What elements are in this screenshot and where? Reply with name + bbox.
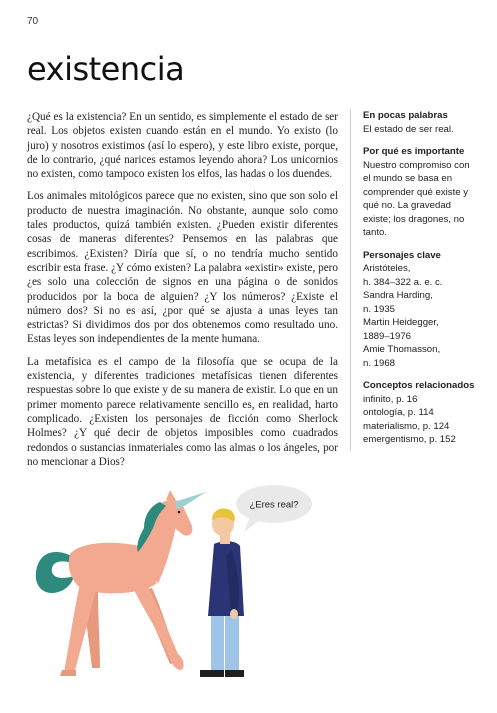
related-concept-line: emergentismo, p. 152 [363,434,456,445]
related-concept-line: ontología, p. 114 [363,407,434,418]
importance-text: Nuestro compromiso con el mundo se basa en comprender qué existe y qué no. La gravedad existe; los dragones, no tanto. [363,159,470,238]
summary-heading: En pocas palabras [363,110,448,121]
related-concepts-section [363,379,475,447]
main-text [27,110,338,477]
paragraph: Los animales mitológicos parece que no existen, sino que son solo el producto de nuestra imaginación. No obstante, aunque solo como tales productos, quizá también existen. ¿Pueden existir diferentes cosas de maneras diferentes? Pensemos en las palabras que escribimos. ¿Existen? Diría que sí, o no tendría mucho sentido escribir esta frase. ¿Y cómo existen? La palabra «existir» existe, pero ¿es solo una colección de signos en una página o de sonidos producidos por la boca de alguien? ¿Y los números? ¿Existe el número dos? Si no es así, ¿por qué se ajusta a unas leyes tan estrictas? Si dividimos dos por dos obtenemos como resultado uno. Estas leyes son independientes de la mente humana. [27,190,338,346]
key-person-line: 1889–1976 [363,330,412,342]
importance-heading: Por qué es importante [363,146,465,157]
speech-bubble [236,485,312,532]
key-person-line: Amie Thomasson, [363,344,441,355]
key-person-line: Sandra Harding, [363,290,433,301]
man-figure [200,508,244,677]
key-people-section [363,249,475,371]
key-person-line: n. 1968 [363,357,396,369]
key-people-heading: Personajes clave [363,249,441,261]
unicorn-illustration [0,480,497,710]
importance-section [363,145,475,240]
key-person-line: h. 384–322 a. e. c. [363,276,443,288]
speech-bubble-text: ¿Eres real? [249,499,299,511]
summary-section [363,109,475,136]
related-concept-line: materialismo, p. 124 [363,420,450,432]
paragraph: La metafísica es el campo de la filosofía que se ocupa de la existencia, y diferentes tradiciones metafísicas tienen diferentes respuestas sobre lo que existe y de su manera de existir. Lo que en un primer momento parece relativamente sencillo es, en realidad, harto complicado. ¿Existen los personajes de ficción como Sherlock Holmes? ¿Y qué decir de objetos imposibles como cuadrados redondos o sustancias inmateriales como las almas o los ángeles, por no mencionar a Dios? [27,355,338,468]
unicorn-figure [36,490,206,676]
summary-text: El estado de ser real. [363,123,454,135]
page-title: existencia [27,50,185,88]
page-number: 70 [27,16,39,27]
related-concepts-heading: Conceptos relacionados [363,380,475,391]
related-concept-line: infinito, p. 16 [363,393,418,405]
paragraph: ¿Qué es la existencia? En un sentido, es simplemente el estado de ser real. Los objetos existen cuando están en el mundo. Yo existo (lo juro) y nosotros existimos (así lo espero), y este libro existe, porque, de lo contrario, ¿qué narices estamos leyendo ahora? Los unicornios no existen, como tampoco existen los elfos, las hadas o los duendes. [27,111,338,181]
key-person-line: n. 1935 [363,303,396,315]
sidebar [350,109,475,451]
key-person-line: Martin Heidegger, [363,317,439,328]
key-person-line: Aristóteles, [363,263,411,274]
